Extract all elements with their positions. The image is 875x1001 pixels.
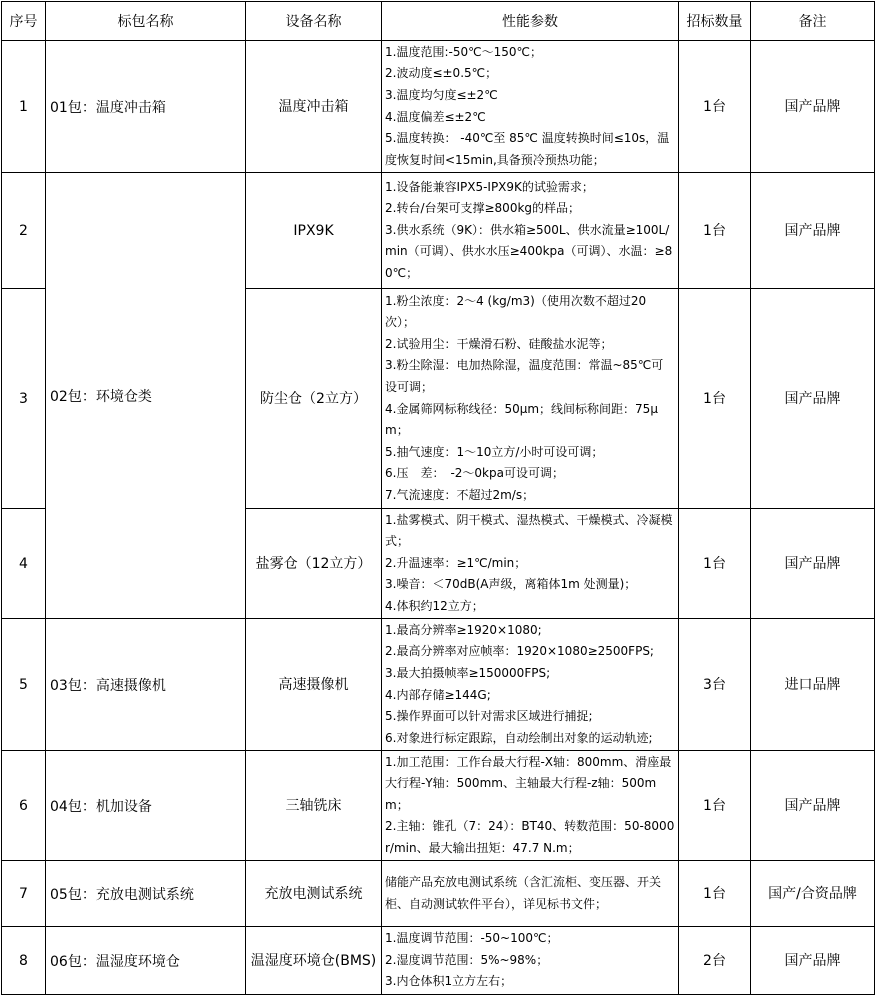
spec-line: 3.内仓体积1立方左右；: [385, 974, 513, 989]
spec-line: 3.温度均匀度≤±2℃: [385, 87, 498, 102]
table-row: [2, 173, 875, 289]
row-number: 6: [2, 751, 46, 861]
table-row: [2, 41, 875, 173]
quantity: 3台: [679, 619, 751, 751]
row-number: 7: [2, 861, 46, 927]
quantity: 1台: [679, 861, 751, 927]
spec-line: 6.对象进行标定跟踪，自动绘制出对象的运动轨迹;: [385, 730, 653, 745]
spec-line: 2.试验用尘：干燥滑石粉、硅酸盐水泥等；: [385, 336, 613, 351]
spec-line: 3.噪音：＜70dB(A声级，离箱体1m 处测量)；: [385, 577, 637, 592]
equipment-name: 温度冲击箱: [246, 41, 382, 173]
quantity: 2台: [679, 927, 751, 995]
header-cell-quantity: 招标数量: [679, 2, 751, 41]
table-row: [2, 619, 875, 751]
quantity: 1台: [679, 173, 751, 289]
spec-line: 2.升温速率：≥1℃/min；: [385, 555, 527, 570]
package-name: 04包：机加设备: [46, 751, 246, 861]
table-row: [2, 927, 875, 995]
spec-line: 3.最大拍摄帧率≥150000FPS;: [385, 665, 551, 680]
equipment-name: IPX9K: [246, 173, 382, 289]
spec-list: [382, 509, 679, 619]
spec-line: 1.温度范围:-50℃～150℃；: [385, 44, 542, 59]
procurement-table: [1, 1, 875, 995]
quantity: 1台: [679, 509, 751, 619]
spec-list: [382, 861, 679, 927]
equipment-name: 温湿度环境仓(BMS): [246, 927, 382, 995]
spec-line: 储能产品充放电测试系统（含汇流柜、变压器、开关柜、自动测试软件平台），详见标书文件；: [385, 874, 662, 911]
spec-line: 6.压 差： -2～0kpa可设可调；: [385, 466, 564, 481]
spec-line: 5.抽气速度：1～10立方/小时可设可调；: [385, 444, 604, 459]
spec-line: 7.气流速度：不超过2m/s；: [385, 487, 535, 502]
spec-line: 2.湿度调节范围：5%~98%；: [385, 952, 549, 967]
spec-line: 1.温度调节范围：-50~100℃；: [385, 931, 559, 946]
spec-line: 2.最高分辨率对应帧率：1920×1080≥2500FPS;: [385, 644, 654, 659]
package-name: 03包：高速摄像机: [46, 619, 246, 751]
spec-line: 2.主轴：锥孔（7：24）：BT40、转数范围：50-8000 r/min、最大输出扭矩：47.7 N.m；: [385, 819, 675, 855]
spec-line: 4.体积约12立方；: [385, 598, 484, 613]
spec-list: [382, 927, 679, 995]
equipment-name: 防尘仓（2立方）: [246, 289, 382, 509]
equipment-name: 充放电测试系统: [246, 861, 382, 927]
spec-line: 3.供水系统（9K）：供水箱≥500L、供水流量≥100L/min（可调）、供水水压≥400kpa（可调）、水温：≥80℃；: [385, 222, 673, 280]
quantity: 1台: [679, 289, 751, 509]
spec-line: 4.金属筛网标称线径：50μm；线间标称间距：75μm；: [385, 401, 658, 438]
row-number: 4: [2, 509, 46, 619]
quantity: 1台: [679, 41, 751, 173]
spec-list: [382, 289, 679, 509]
remark: 国产品牌: [751, 927, 875, 995]
header-row: [2, 2, 875, 41]
header-cell-package: 标包名称: [46, 2, 246, 41]
spec-line: 5.温度转换： -40℃至 85℃ 温度转换时间≤10s，温度恢复时间<15min,具备预冷预热功能；: [385, 131, 670, 167]
remark: 国产品牌: [751, 173, 875, 289]
remark: 国产品牌: [751, 751, 875, 861]
remark: 国产/合资品牌: [751, 861, 875, 927]
equipment-name: 三轴铣床: [246, 751, 382, 861]
spec-line: 3.粉尘除湿：电加热除湿，温度范围：常温~85℃可设可调；: [385, 358, 664, 394]
spec-list: [382, 173, 679, 289]
package-name: 05包：充放电测试系统: [46, 861, 246, 927]
spec-line: 5.操作界面可以针对需求区域进行捕捉;: [385, 709, 593, 724]
row-number: 1: [2, 41, 46, 173]
spec-line: 1.盐雾模式、阴干模式、湿热模式、干燥模式、冷凝模式；: [385, 512, 673, 549]
spec-line: 2.转台/台架可支撑≥800kg的样品；: [385, 201, 581, 216]
header-cell-no: 序号: [2, 2, 46, 41]
header-cell-specs: 性能参数: [382, 2, 679, 41]
spec-line: 1.设备能兼容IPX5-IPX9K的试验需求；: [385, 179, 594, 194]
remark: 国产品牌: [751, 41, 875, 173]
remark: 国产品牌: [751, 289, 875, 509]
row-number: 3: [2, 289, 46, 509]
spec-line: 4.内部存储≥144G;: [385, 687, 491, 702]
spec-line: 1.最高分辨率≥1920×1080;: [385, 622, 542, 637]
package-name: 01包：温度冲击箱: [46, 41, 246, 173]
row-number: 8: [2, 927, 46, 995]
package-name: 06包：温湿度环境仓: [46, 927, 246, 995]
remark: 国产品牌: [751, 509, 875, 619]
row-number: 5: [2, 619, 46, 751]
equipment-name: 盐雾仓（12立方）: [246, 509, 382, 619]
spec-line: 1.粉尘浓度：2～4 (kg/m3)（使用次数不超过20次）；: [385, 293, 647, 330]
package-name: 02包：环境仓类: [46, 173, 246, 619]
table-row: [2, 751, 875, 861]
spec-line: 1.加工范围：工作台最大行程-X轴：800mm、滑座最大行程-Y轴：500mm、主轴最大行程-z轴：500mm；: [385, 754, 672, 812]
remark: 进口品牌: [751, 619, 875, 751]
spec-list: [382, 41, 679, 173]
spec-list: [382, 619, 679, 751]
equipment-name: 高速摄像机: [246, 619, 382, 751]
row-number: 2: [2, 173, 46, 289]
header-cell-remark: 备注: [751, 2, 875, 41]
spec-list: [382, 751, 679, 861]
header-cell-equipment: 设备名称: [246, 2, 382, 41]
spec-line: 2.波动度≤±0.5℃；: [385, 66, 498, 81]
quantity: 1台: [679, 751, 751, 861]
table-row: [2, 861, 875, 927]
spec-line: 4.温度偏差≤±2℃: [385, 109, 486, 124]
